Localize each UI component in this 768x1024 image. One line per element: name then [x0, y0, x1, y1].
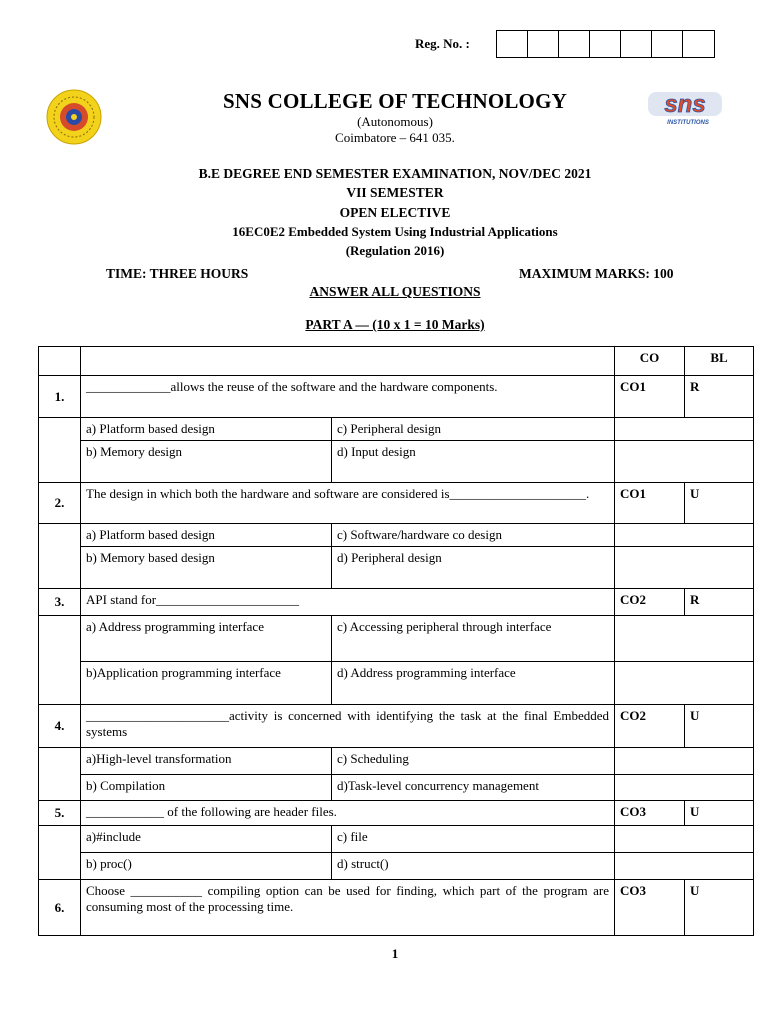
question-number: 6.	[39, 880, 81, 936]
question-row	[39, 589, 754, 616]
svg-text:INSTITUTIONS: INSTITUTIONS	[667, 120, 709, 126]
question-number: 3.	[39, 589, 81, 616]
course-title: 16EC0E2 Embedded System Using Industrial Applications	[232, 224, 558, 239]
option-b: b)Application programming interface	[81, 662, 332, 705]
question-bl: U	[685, 880, 754, 936]
option-d: d) Address programming interface	[332, 662, 615, 705]
question-number: 1.	[39, 376, 81, 418]
question-co: CO3	[615, 801, 685, 826]
bl-header: BL	[685, 347, 754, 376]
question-text: Choose ___________ compiling option can be used for finding, which part of the program are consuming most of the processing time.	[81, 880, 615, 936]
question-row	[39, 483, 754, 524]
college-name: SNS COLLEGE OF TECHNOLOGY	[223, 89, 567, 113]
question-co: CO2	[615, 589, 685, 616]
option-c: c) Peripheral design	[332, 418, 615, 441]
question-bl: U	[685, 705, 754, 748]
options-row	[39, 616, 754, 662]
options-row	[39, 547, 754, 589]
reg-box[interactable]	[683, 31, 714, 57]
question-co: CO3	[615, 880, 685, 936]
college-location: Coimbatore – 641 035.	[335, 130, 455, 145]
question-bl: R	[685, 376, 754, 418]
question-number: 4.	[39, 705, 81, 748]
max-marks: MAXIMUM MARKS: 100	[519, 266, 674, 281]
question-text: API stand for______________________	[81, 589, 615, 616]
exam-title: B.E DEGREE END SEMESTER EXAMINATION, NOV/DEC 2021	[198, 166, 592, 181]
options-row	[39, 418, 754, 441]
question-row	[39, 705, 754, 748]
question-row	[39, 880, 754, 936]
question-table	[38, 346, 754, 936]
option-b: b) Compilation	[81, 775, 332, 801]
question-text: ____________ of the following are header files.	[81, 801, 615, 826]
option-a: a)High-level transformation	[81, 748, 332, 775]
question-text: ______________________activity is concerned with identifying the task at the final Embedded systems	[81, 705, 615, 748]
regulation: (Regulation 2016)	[345, 243, 445, 258]
option-b: b) Memory based design	[81, 547, 332, 589]
reg-box[interactable]	[621, 31, 652, 57]
reg-box[interactable]	[652, 31, 683, 57]
reg-no-label: Reg. No. :	[415, 36, 470, 51]
semester: VII SEMESTER	[346, 185, 444, 200]
part-a-heading: PART A — (10 x 1 = 10 Marks)	[305, 317, 485, 332]
instruction: ANSWER ALL QUESTIONS	[309, 284, 481, 299]
reg-box[interactable]	[590, 31, 621, 57]
exam-time: TIME: THREE HOURS	[106, 266, 249, 281]
options-row	[39, 441, 754, 483]
option-d: d)Task-level concurrency management	[332, 775, 615, 801]
options-row	[39, 662, 754, 705]
option-b: b) Memory design	[81, 441, 332, 483]
autonomous-label: (Autonomous)	[357, 114, 433, 129]
options-row	[39, 524, 754, 547]
elective: OPEN ELECTIVE	[339, 205, 451, 220]
reg-box[interactable]	[559, 31, 590, 57]
options-row	[39, 853, 754, 880]
question-number: 5.	[39, 801, 81, 826]
option-a: a) Platform based design	[81, 524, 332, 547]
svg-text:sns: sns	[664, 91, 706, 118]
option-b: b) proc()	[81, 853, 332, 880]
question-co: CO1	[615, 376, 685, 418]
question-text: _____________allows the reuse of the software and the hardware components.	[81, 376, 615, 418]
option-c: c) Accessing peripheral through interface	[332, 616, 615, 662]
option-d: d) Peripheral design	[332, 547, 615, 589]
question-row	[39, 376, 754, 418]
options-row	[39, 775, 754, 801]
question-bl: R	[685, 589, 754, 616]
options-row	[39, 826, 754, 853]
option-d: d) struct()	[332, 853, 615, 880]
question-number: 2.	[39, 483, 81, 524]
reg-no-boxes[interactable]	[496, 30, 715, 58]
page-number: 1	[391, 946, 399, 961]
question-co: CO1	[615, 483, 685, 524]
question-text: The design in which both the hardware and software are considered is_____________________.	[81, 483, 615, 524]
option-a: a)#include	[81, 826, 332, 853]
question-row	[39, 801, 754, 826]
question-bl: U	[685, 483, 754, 524]
reg-box[interactable]	[497, 31, 528, 57]
reg-box[interactable]	[528, 31, 559, 57]
co-header: CO	[615, 347, 685, 376]
question-co: CO2	[615, 705, 685, 748]
options-row	[39, 748, 754, 775]
option-a: a) Platform based design	[81, 418, 332, 441]
question-bl: U	[685, 801, 754, 826]
option-c: c) file	[332, 826, 615, 853]
option-c: c) Software/hardware co design	[332, 524, 615, 547]
option-c: c) Scheduling	[332, 748, 615, 775]
table-header-row	[39, 347, 754, 376]
option-a: a) Address programming interface	[81, 616, 332, 662]
option-d: d) Input design	[332, 441, 615, 483]
